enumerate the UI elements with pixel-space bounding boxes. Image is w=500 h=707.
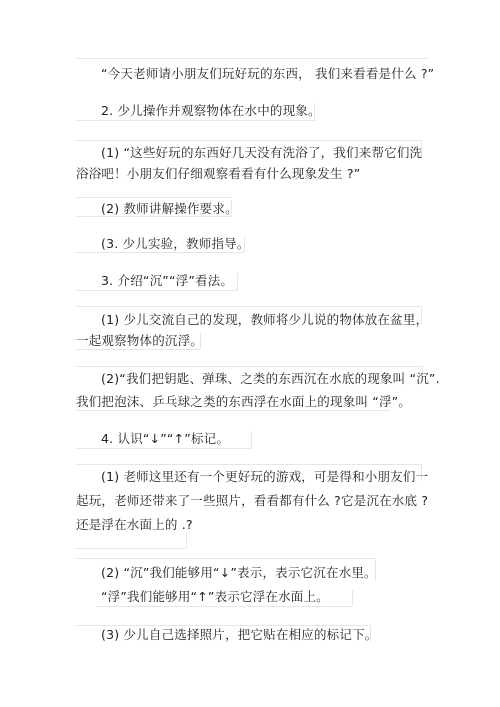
scan-rule — [76, 464, 422, 465]
scan-rule — [76, 306, 422, 307]
scan-rule — [76, 448, 252, 449]
scan-rule — [76, 197, 231, 198]
text-line: “浮”我们能够用“↑”表示它浮在水面上。 — [101, 589, 329, 604]
text-line: (2) 教师讲解操作要求。 — [101, 201, 238, 216]
scan-rule — [186, 532, 187, 548]
scan-rule — [76, 140, 422, 141]
text-line: (1) 少儿交流自己的发现，教师将少儿说的物体放在盆里， — [101, 312, 429, 327]
text-line: 我们把泡沫、乒乓球之类的东西浮在水面上的现象叫 “浮”。 — [76, 394, 412, 409]
scan-rule — [76, 366, 422, 367]
scan-rule — [352, 590, 353, 606]
scan-rule — [76, 349, 200, 350]
text-line: 起玩，老师还带来了一些照片，看看都有什么 ?它是沉在水底 ? — [76, 493, 429, 508]
scan-rule — [251, 431, 252, 448]
text-line: (3. 少儿实验，教师指导。 — [101, 236, 250, 251]
scan-rule — [76, 290, 238, 291]
scan-rule — [76, 120, 316, 121]
scan-rule — [76, 625, 370, 626]
text-line: (1) 老师这里还有一个更好玩的游戏，可是得和小朋友们一 — [101, 469, 429, 484]
text-line: 还是浮在水面上的 .? — [76, 517, 193, 532]
text-line: (3) 少儿自己选择照片，把它贴在相应的标记下。 — [101, 627, 378, 642]
section-heading: 3. 介绍“沉”“浮”看法。 — [101, 273, 234, 288]
scan-rule — [76, 410, 390, 411]
text-line: (2)“我们把钥匙、弹珠、之类的东西沉在水底的现象叫 “沉”. — [101, 371, 440, 386]
text-line: “今天老师请小朋友们玩好玩的东西， 我们来看看是什么 ?” — [101, 66, 435, 81]
section-heading: 2. 少儿操作并观察物体在水中的现象。 — [101, 103, 321, 118]
scan-rule — [76, 558, 376, 559]
section-heading: 4. 认识“↓”“↑”标记。 — [101, 431, 230, 446]
text-line: 浴浴吧！小朋友们仔细观察看看有什么现象发生 ?” — [76, 166, 361, 181]
scan-rule — [96, 606, 352, 607]
text-line: (1) “这些好玩的东西好几天没有洗浴了，我们来帮它们洗 — [101, 145, 423, 160]
scan-rule — [76, 252, 244, 253]
scan-rule — [237, 273, 238, 290]
text-line: (2) “沉”我们能够用“↓”表示，表示它沉在水里。 — [101, 565, 377, 580]
scan-rule — [76, 548, 186, 549]
scan-rule — [76, 58, 428, 59]
text-line: 一起观察物体的沉浮。 — [76, 333, 204, 348]
